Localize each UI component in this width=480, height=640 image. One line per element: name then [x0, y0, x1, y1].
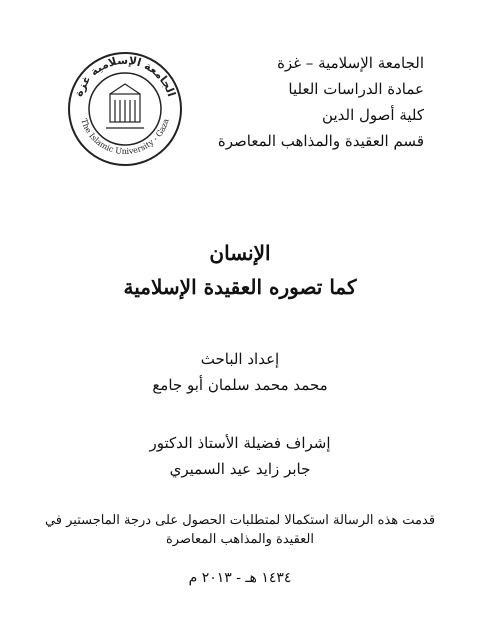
researcher-name: محمد محمد سلمان أبو جامع — [152, 376, 328, 394]
university-name: الجامعة الإسلامية – غزة — [277, 54, 424, 72]
seal-arabic-text: الجامعة الإسلامية غزة — [71, 53, 179, 99]
researcher-label: إعداد الباحث — [200, 350, 280, 368]
submission-note-line-1: قدمت هذه الرسالة استكمالا لمتطلبات الحصول على درجة الماجستير في — [44, 513, 436, 528]
submission-note-line-2: العقيدة والمذاهب المعاصرة — [165, 532, 314, 547]
supervisor-label: إشراف فضيلة الأستاذ الدكتور — [149, 434, 331, 452]
supervisor-block — [0, 430, 480, 482]
thesis-subtitle: كما تصوره العقيدة الإسلامية — [123, 275, 357, 299]
seal-english-text: The Islamic University - Gaza — [79, 117, 171, 157]
deanship-name: عمادة الدراسات العليا — [288, 80, 424, 98]
faculty-name: كلية أصول الدين — [322, 106, 424, 124]
department-name: قسم العقيدة والمذاهب المعاصرة — [217, 132, 424, 150]
submission-date: ١٤٣٤ هـ - ٢٠١٣ م — [188, 570, 292, 586]
thesis-title: الإنسان — [209, 241, 271, 265]
institution-header — [214, 50, 424, 154]
supervisor-name: جابر زايد عيد السميري — [169, 460, 311, 478]
university-seal-icon — [66, 50, 184, 168]
submission-note — [44, 511, 436, 549]
svg-text:الجامعة الإسلامية غزة — [72, 54, 178, 98]
thesis-title-block — [0, 236, 480, 304]
svg-text:The Islamic University - Gaza — [79, 117, 170, 156]
researcher-block — [0, 346, 480, 398]
